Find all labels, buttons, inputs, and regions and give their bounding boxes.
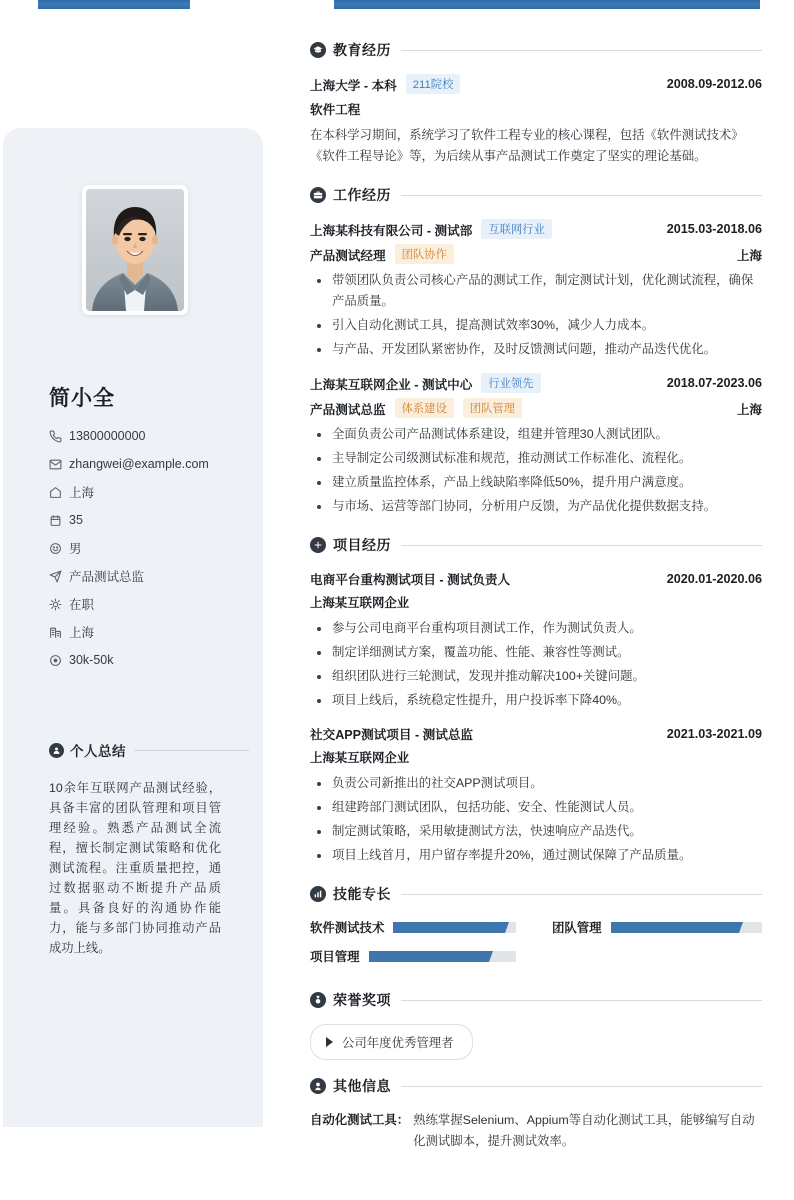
project-entry (310, 569, 762, 711)
section-header-honors (310, 990, 762, 1010)
work-row-role (310, 398, 762, 418)
contact-value: 产品测试总监 (69, 570, 145, 584)
section-title: 其他信息 (333, 1078, 391, 1094)
education-row-primary (310, 74, 762, 94)
section-title: 教育经历 (333, 42, 391, 58)
bullet-item: 项目上线首月，用户留存率提升20%，通过测试保障了产品质量。 (310, 845, 762, 866)
section-project (310, 535, 762, 866)
work-entry (310, 373, 762, 517)
company-tag: 互联网行业 (481, 219, 552, 239)
work-row-role (310, 244, 762, 264)
skill-label: 软件测试技术 (310, 921, 385, 935)
contact-value: 13800000000 (69, 429, 146, 443)
education-description-line: 在本科学习期间，系统学习了软件工程专业的核心课程，包括《软件测试技术》 (310, 128, 744, 142)
contact-item-gender (49, 534, 254, 562)
section-honors (310, 990, 762, 1060)
divider (401, 1086, 762, 1087)
bullet-item: 主导制定公司级测试标准和规范，推动测试工作标准化、流程化。 (310, 448, 762, 469)
bullet-item: 组织团队进行三轮测试，发现并推动解决100+关键问题。 (310, 666, 762, 687)
contact-value: 上海 (69, 486, 95, 500)
contact-value: 男 (69, 542, 82, 556)
bullet-item: 与产品、开发团队紧密协作，及时反馈测试问题，推动产品迭代优化。 (310, 339, 762, 360)
other-info-row (310, 1110, 762, 1152)
bullet-item: 带领团队负责公司核心产品的测试工作，制定测试计划，优化测试流程，确保产品质量。 (310, 270, 762, 312)
skill-track (393, 922, 516, 933)
school-name: 上海大学 - 本科 (310, 78, 397, 93)
contact-item-salary (49, 646, 254, 674)
accent-bar-left (38, 0, 190, 9)
city-icon (49, 624, 69, 640)
project-company: 上海某互联网企业 (310, 596, 410, 610)
education-description-line: 《软件工程导论》等，为后续从事产品测试工作奠定了坚实的理论基础。 (310, 149, 707, 163)
skills-grid (310, 918, 762, 976)
job-title: 产品测试总监 (310, 402, 386, 417)
briefcase-icon (310, 187, 326, 203)
education-major: 软件工程 (310, 103, 361, 117)
contact-item-phone (49, 422, 254, 450)
skill-label: 团队管理 (552, 921, 602, 935)
bullet-item: 全面负责公司产品测试体系建设，组建并管理30人测试团队。 (310, 424, 762, 445)
project-row-primary (310, 569, 762, 588)
honor-label: 公司年度优秀管理者 (342, 1036, 454, 1050)
divider (401, 195, 762, 196)
work-row-company (310, 373, 762, 393)
calendar-icon (49, 512, 69, 528)
bullet-item: 制定详细测试方案，覆盖功能、性能、兼容性等测试。 (310, 642, 762, 663)
summary-header (49, 740, 249, 760)
role-tag: 体系建设 (395, 398, 454, 418)
other-info-key: 自动化测试工具： (310, 1113, 410, 1127)
work-date: 2018.07-2023.06 (666, 376, 762, 390)
contact-item-age (49, 506, 254, 534)
role-tag: 团队管理 (463, 398, 522, 418)
grid-plus-icon (310, 537, 326, 553)
status-icon (49, 596, 69, 612)
contact-value: 30k-50k (69, 653, 114, 667)
contact-item-position (49, 562, 254, 590)
project-entry (310, 724, 762, 866)
section-title: 工作经历 (333, 187, 391, 203)
avatar (86, 189, 184, 311)
skill-label: 项目管理 (310, 950, 360, 964)
bullet-item: 参与公司电商平台重构项目测试工作，作为测试负责人。 (310, 618, 762, 639)
divider (401, 50, 762, 51)
company-name: 上海某科技有限公司 - 测试部 (310, 223, 473, 238)
work-row-company (310, 219, 762, 239)
info-badge-icon (310, 1078, 326, 1094)
honor-chip[interactable] (310, 1024, 473, 1060)
education-date: 2008.09-2012.06 (666, 77, 762, 91)
company-name: 上海某互联网企业 - 测试中心 (310, 377, 473, 392)
bullet-item: 组建跨部门测试团队，包括功能、安全、性能测试人员。 (310, 797, 762, 818)
section-education (310, 40, 762, 167)
project-date: 2020.01-2020.06 (666, 571, 762, 586)
avatar-frame (82, 185, 188, 315)
work-bullets (310, 270, 762, 360)
project-company: 上海某互联网企业 (310, 751, 410, 765)
skill-item (310, 918, 536, 936)
section-header-other (310, 1076, 762, 1096)
skill-fill (611, 922, 735, 933)
chart-icon (310, 886, 326, 902)
work-date: 2015.03-2018.06 (666, 222, 762, 236)
section-title: 项目经历 (333, 537, 391, 553)
skill-fill (393, 922, 501, 933)
contact-value: zhangwei@example.com (69, 457, 209, 471)
bullet-item: 建立质量监控体系，产品上线缺陷率降低50%，提升用户满意度。 (310, 472, 762, 493)
divider (401, 1000, 762, 1001)
project-date: 2021.03-2021.09 (666, 726, 762, 741)
project-name: 社交APP测试项目 - 测试总监 (310, 728, 474, 742)
skill-item (310, 947, 536, 965)
contact-item-city (49, 618, 254, 646)
section-other (310, 1076, 762, 1152)
company-tag: 行业领先 (481, 373, 540, 393)
education-entry (310, 74, 762, 167)
salary-icon (49, 652, 69, 668)
bullet-item: 负责公司新推出的社交APP测试项目。 (310, 773, 762, 794)
section-header-skills (310, 884, 762, 904)
section-header-education (310, 40, 762, 60)
section-title: 技能专长 (333, 886, 391, 902)
job-title: 产品测试经理 (310, 248, 386, 263)
education-description (310, 125, 762, 167)
play-triangle-icon (326, 1037, 333, 1047)
project-bullets (310, 618, 762, 711)
work-bullets (310, 424, 762, 517)
section-header-project (310, 535, 762, 555)
skill-fill (369, 951, 485, 962)
summary-title: 个人总结 (70, 744, 126, 759)
section-title: 荣誉奖项 (333, 992, 391, 1008)
sidebar (3, 128, 263, 1127)
position-icon (49, 568, 69, 584)
contact-item-status (49, 590, 254, 618)
skill-track (369, 951, 516, 962)
role-tag: 团队协作 (395, 244, 454, 264)
home-icon (49, 484, 69, 500)
work-location: 上海 (736, 402, 762, 417)
project-name: 电商平台重构测试项目 - 测试负责人 (310, 573, 511, 587)
section-header-work (310, 185, 762, 205)
project-bullets (310, 773, 762, 866)
bullet-item: 与市场、运营等部门协同，分析用户反馈，为产品优化提供数据支持。 (310, 496, 762, 517)
graduation-icon (310, 42, 326, 58)
candidate-name: 简小全 (49, 387, 115, 410)
contact-value: 上海 (69, 626, 95, 640)
work-entry (310, 219, 762, 360)
section-skills (310, 884, 762, 976)
work-location: 上海 (736, 248, 762, 263)
section-work (310, 185, 762, 517)
skill-item (536, 918, 762, 936)
contact-item-home (49, 478, 254, 506)
contact-value: 在职 (69, 598, 95, 612)
skill-track (611, 922, 762, 933)
bullet-item: 引入自动化测试工具，提高测试效率30%，减少人力成本。 (310, 315, 762, 336)
project-row-primary (310, 724, 762, 743)
contact-value: 35 (69, 513, 83, 527)
divider (401, 545, 762, 546)
user-circle-icon (49, 743, 64, 758)
bullet-item: 项目上线后，系统稳定性提升，用户投诉率下降40%。 (310, 690, 762, 711)
medal-icon (310, 992, 326, 1008)
contact-item-email (49, 450, 254, 478)
divider (134, 750, 249, 751)
contact-list (49, 422, 254, 674)
divider (401, 894, 762, 895)
email-icon (49, 456, 69, 472)
summary-text: 10余年互联网产品测试经验，具备丰富的团队管理和项目管理经验。熟悉产品测试全流程，擅长制定测试策略和优化测试流程。注重质量把控，通过数据驱动不断提升产品质量。具备良好的沟通协作能力，能与多部门协同推动产品成功上线。 (49, 781, 221, 955)
phone-icon (49, 428, 69, 444)
bullet-item: 制定测试策略，采用敏捷测试方法，快速响应产品迭代。 (310, 821, 762, 842)
school-tag: 211院校 (406, 74, 461, 94)
main-column (310, 0, 762, 1170)
other-info-value: 熟练掌握Selenium、Appium等自动化测试工具，能够编写自动化测试脚本，提升测试效率。 (413, 1113, 755, 1148)
gender-icon (49, 540, 69, 556)
